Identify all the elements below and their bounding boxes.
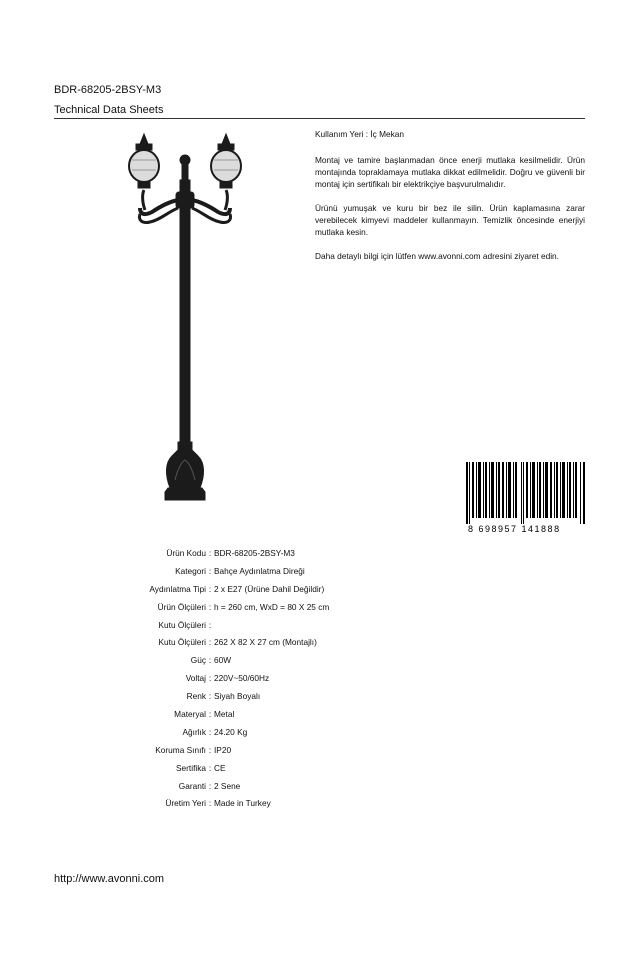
- spec-value: 60W: [214, 655, 232, 666]
- info-paragraph: Daha detaylı bilgi için lütfen www.avonni.com adresini ziyaret edin.: [315, 251, 559, 261]
- spec-value: h = 260 cm, WxD = 80 X 25 cm: [214, 601, 330, 612]
- spec-value: 24.20 Kg: [214, 726, 248, 737]
- spec-label: Koruma Sınıfı: [155, 744, 206, 755]
- product-image: [110, 130, 260, 510]
- spec-label: Aydınlatma Tipi: [149, 583, 206, 594]
- spec-value: 2 Sene: [214, 780, 241, 791]
- spec-value: 262 X 82 X 27 cm (Montajlı): [214, 637, 317, 648]
- header-divider: [54, 118, 585, 119]
- safety-paragraph: Montaj ve tamire başlanmadan önce enerji mutlaka kesilmelidir. Ürün montajında topraklamaya mutlaka dikkat edilmelidir. Doğru ve güvenli bir montaj için sertifikalı bir elektrikçiye başvurulmalıdır.: [315, 155, 585, 189]
- barcode-digits: 8 698957 141888: [468, 524, 561, 534]
- spec-row: Materyal : Metal: [100, 705, 329, 723]
- spec-label: Kutu Ölçüleri: [158, 619, 206, 630]
- spec-value: 220V~50/60Hz: [214, 673, 270, 684]
- spec-label: Materyal: [174, 708, 206, 719]
- spec-row: Voltaj : 220V~50/60Hz: [100, 669, 329, 687]
- cleaning-paragraph: Ürünü yumuşak ve kuru bir bez ile silin. Ürün kaplamasına zarar verebilecek kimyevi maddeler kullanmayın. Temizlik öncesinde enerjiyi mutlaka kesin.: [315, 203, 585, 237]
- spec-label: Güç: [190, 655, 206, 666]
- product-code-heading: BDR-68205-2BSY-M3: [54, 84, 162, 96]
- spec-row: Aydınlatma Tipi : 2 x E27 (Ürüne Dahil Değildir): [100, 580, 329, 598]
- spec-row: Sertifika : CE: [100, 759, 329, 777]
- spec-label: Sertifika: [176, 762, 206, 773]
- spec-row: Güç : 60W: [100, 651, 329, 669]
- spec-value: Bahçe Aydınlatma Direği: [214, 565, 305, 576]
- spec-label: Garanti: [178, 780, 206, 791]
- spec-label: Ürün Kodu: [166, 547, 206, 558]
- spec-row: Ürün Ölçüleri : h = 260 cm, WxD = 80 X 25 cm: [100, 598, 329, 616]
- specs-table: [100, 544, 329, 812]
- spec-label: Üretim Yeri: [165, 798, 206, 809]
- spec-row: Ağırlık : 24.20 Kg: [100, 723, 329, 741]
- spec-value: IP20: [214, 744, 232, 755]
- spec-row: Garanti : 2 Sene: [100, 777, 329, 795]
- spec-value: Siyah Boyalı: [214, 691, 261, 702]
- spec-row: Kutu Ölçüleri :: [100, 616, 329, 634]
- spec-value: 2 x E27 (Ürüne Dahil Değildir): [214, 583, 325, 594]
- spec-row: Renk : Siyah Boyalı: [100, 687, 329, 705]
- website-link[interactable]: http://www.avonni.com: [54, 873, 165, 885]
- spec-label: Ürün Ölçüleri: [157, 601, 206, 612]
- spec-row: Ürün Kodu : BDR-68205-2BSY-M3: [100, 544, 329, 562]
- spec-value: BDR-68205-2BSY-M3: [214, 547, 295, 558]
- datasheet-subtitle: Technical Data Sheets: [54, 104, 164, 116]
- spec-row: Kutu Ölçüleri : 262 X 82 X 27 cm (Montajlı): [100, 633, 329, 651]
- spec-label: Voltaj: [185, 673, 206, 684]
- spec-value: Metal: [214, 708, 235, 719]
- spec-row: Üretim Yeri : Made in Turkey: [100, 794, 329, 812]
- spec-label: Ağırlık: [182, 726, 206, 737]
- usage-location: Kullanım Yeri : İç Mekan: [315, 129, 405, 139]
- spec-label: Kategori: [175, 565, 206, 576]
- spec-label: Kutu Ölçüleri: [158, 637, 206, 648]
- description-block: [315, 128, 585, 274]
- barcode: [466, 462, 585, 534]
- spec-row: Kategori : Bahçe Aydınlatma Direği: [100, 562, 329, 580]
- spec-value: CE: [214, 762, 226, 773]
- spec-label: Renk: [186, 691, 206, 702]
- spec-row: Koruma Sınıfı : IP20: [100, 741, 329, 759]
- spec-value: Made in Turkey: [214, 798, 271, 809]
